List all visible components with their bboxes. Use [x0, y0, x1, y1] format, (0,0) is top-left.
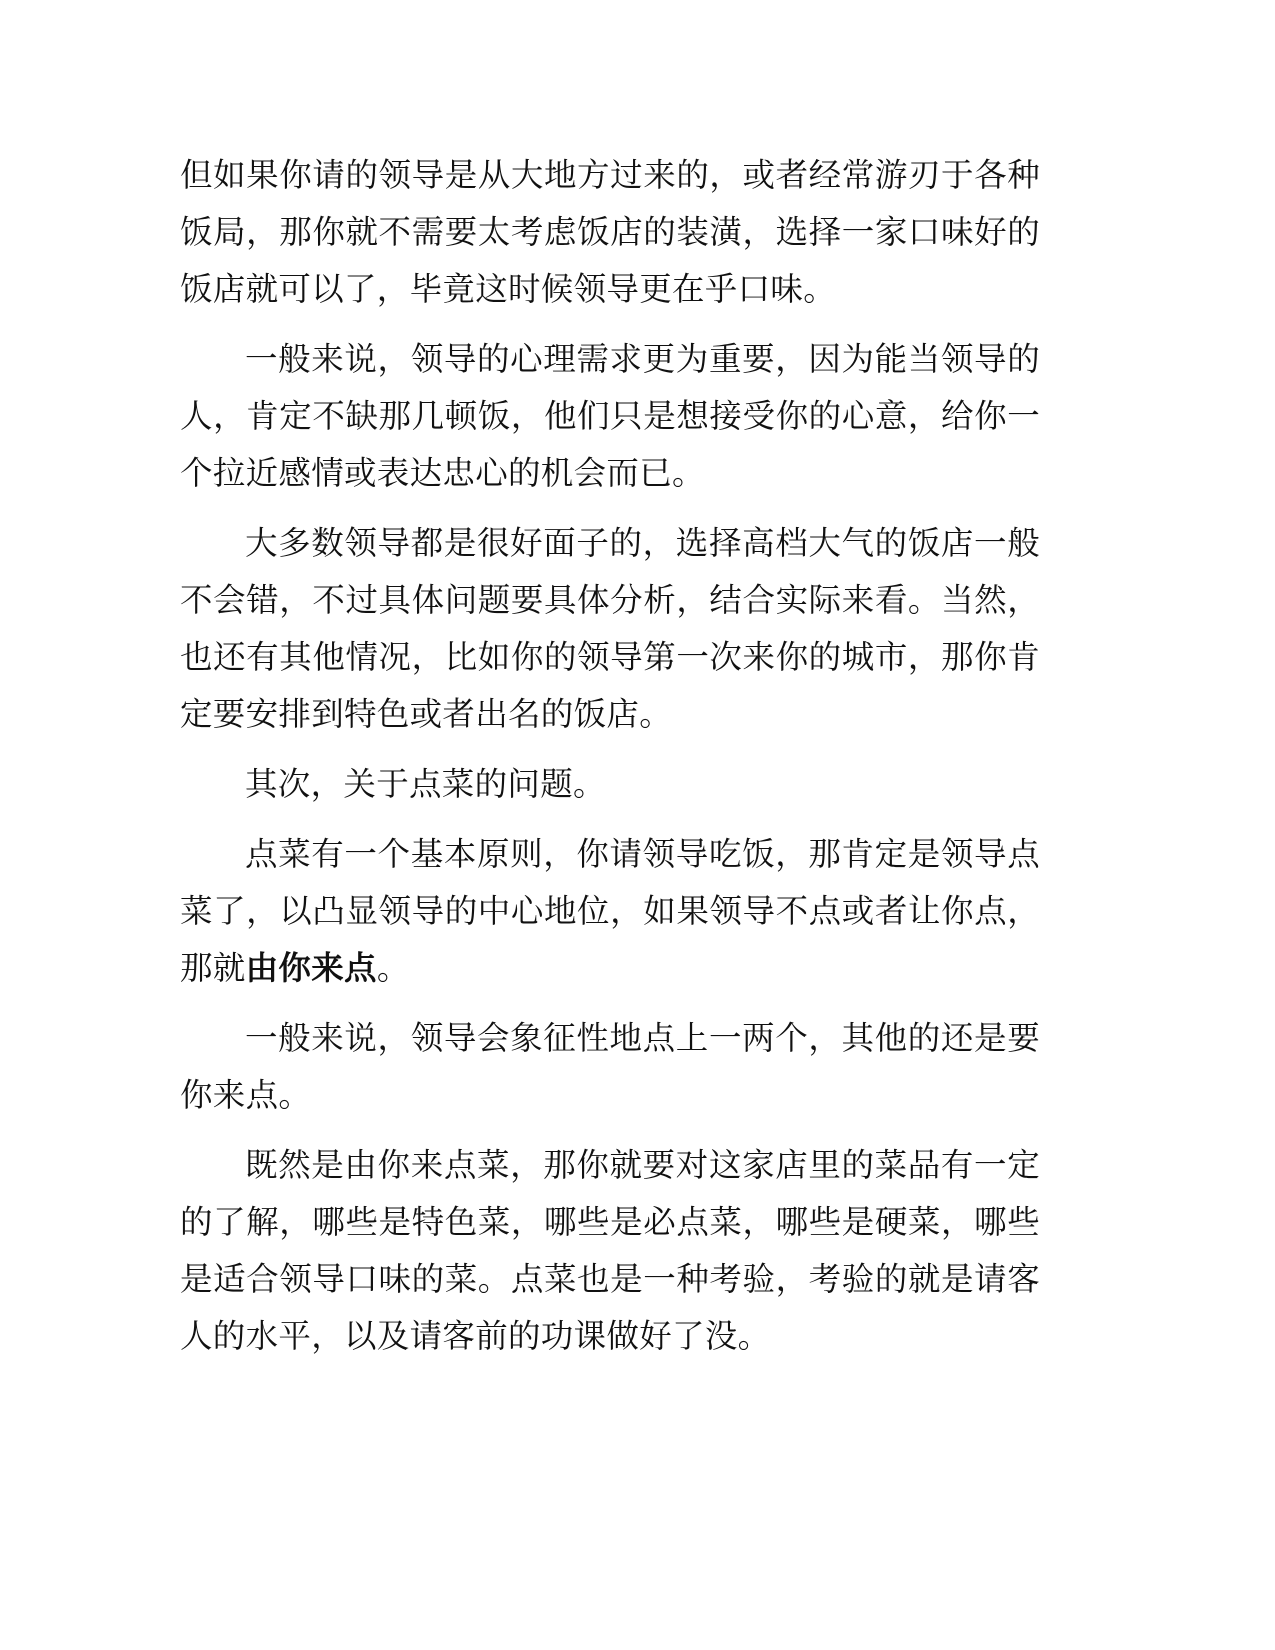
- paragraph-7-text: 既然是由你来点菜，那你就要对这家店里的菜品有一定的了解，哪些是特色菜，哪些是必点菜，哪些是硬菜，哪些是适合领导口味的菜。点菜也是一种考验，考验的就是请客人的水平，以及请客前的功课做好了没。: [180, 1146, 1040, 1355]
- paragraph-6-text: 一般来说，领导会象征性地点上一两个，其他的还是要你来点。: [180, 1019, 1040, 1114]
- paragraph-5-bold-text: 由你来点: [245, 949, 377, 987]
- paragraph-4: [180, 756, 1040, 813]
- paragraph-5-text: 点菜有一个基本原则，你请领导吃饭，那肯定是领导点菜了，以凸显领导的中心地位，如果领导不点或者让你点，那就: [180, 835, 1040, 987]
- paragraph-1: [180, 147, 1040, 318]
- paragraph-2-text: 一般来说，领导的心理需求更为重要，因为能当领导的人，肯定不缺那几顿饭，他们只是想接受你的心意，给你一个拉近感情或表达忠心的机会而已。: [180, 340, 1040, 492]
- paragraph-4-text: 其次，关于点菜的问题。: [245, 765, 606, 803]
- paragraph-6: [180, 1010, 1040, 1124]
- paragraph-1-text: 但如果你请的领导是从大地方过来的，或者经常游刃于各种饭局，那你就不需要太考虑饭店的装潢，选择一家口味好的饭店就可以了，毕竟这时候领导更在乎口味。: [180, 156, 1040, 308]
- paragraph-5: [180, 826, 1040, 997]
- paragraph-3-text: 大多数领导都是很好面子的，选择高档大气的饭店一般不会错，不过具体问题要具体分析，结合实际来看。当然，也还有其他情况，比如你的领导第一次来你的城市，那你肯定要安排到特色或者出名的饭店。: [180, 524, 1040, 733]
- paragraph-5-tail-text: 。: [376, 949, 410, 987]
- document-body: [180, 147, 1040, 1378]
- paragraph-7: [180, 1137, 1040, 1365]
- paragraph-3: [180, 515, 1040, 743]
- paragraph-2: [180, 331, 1040, 502]
